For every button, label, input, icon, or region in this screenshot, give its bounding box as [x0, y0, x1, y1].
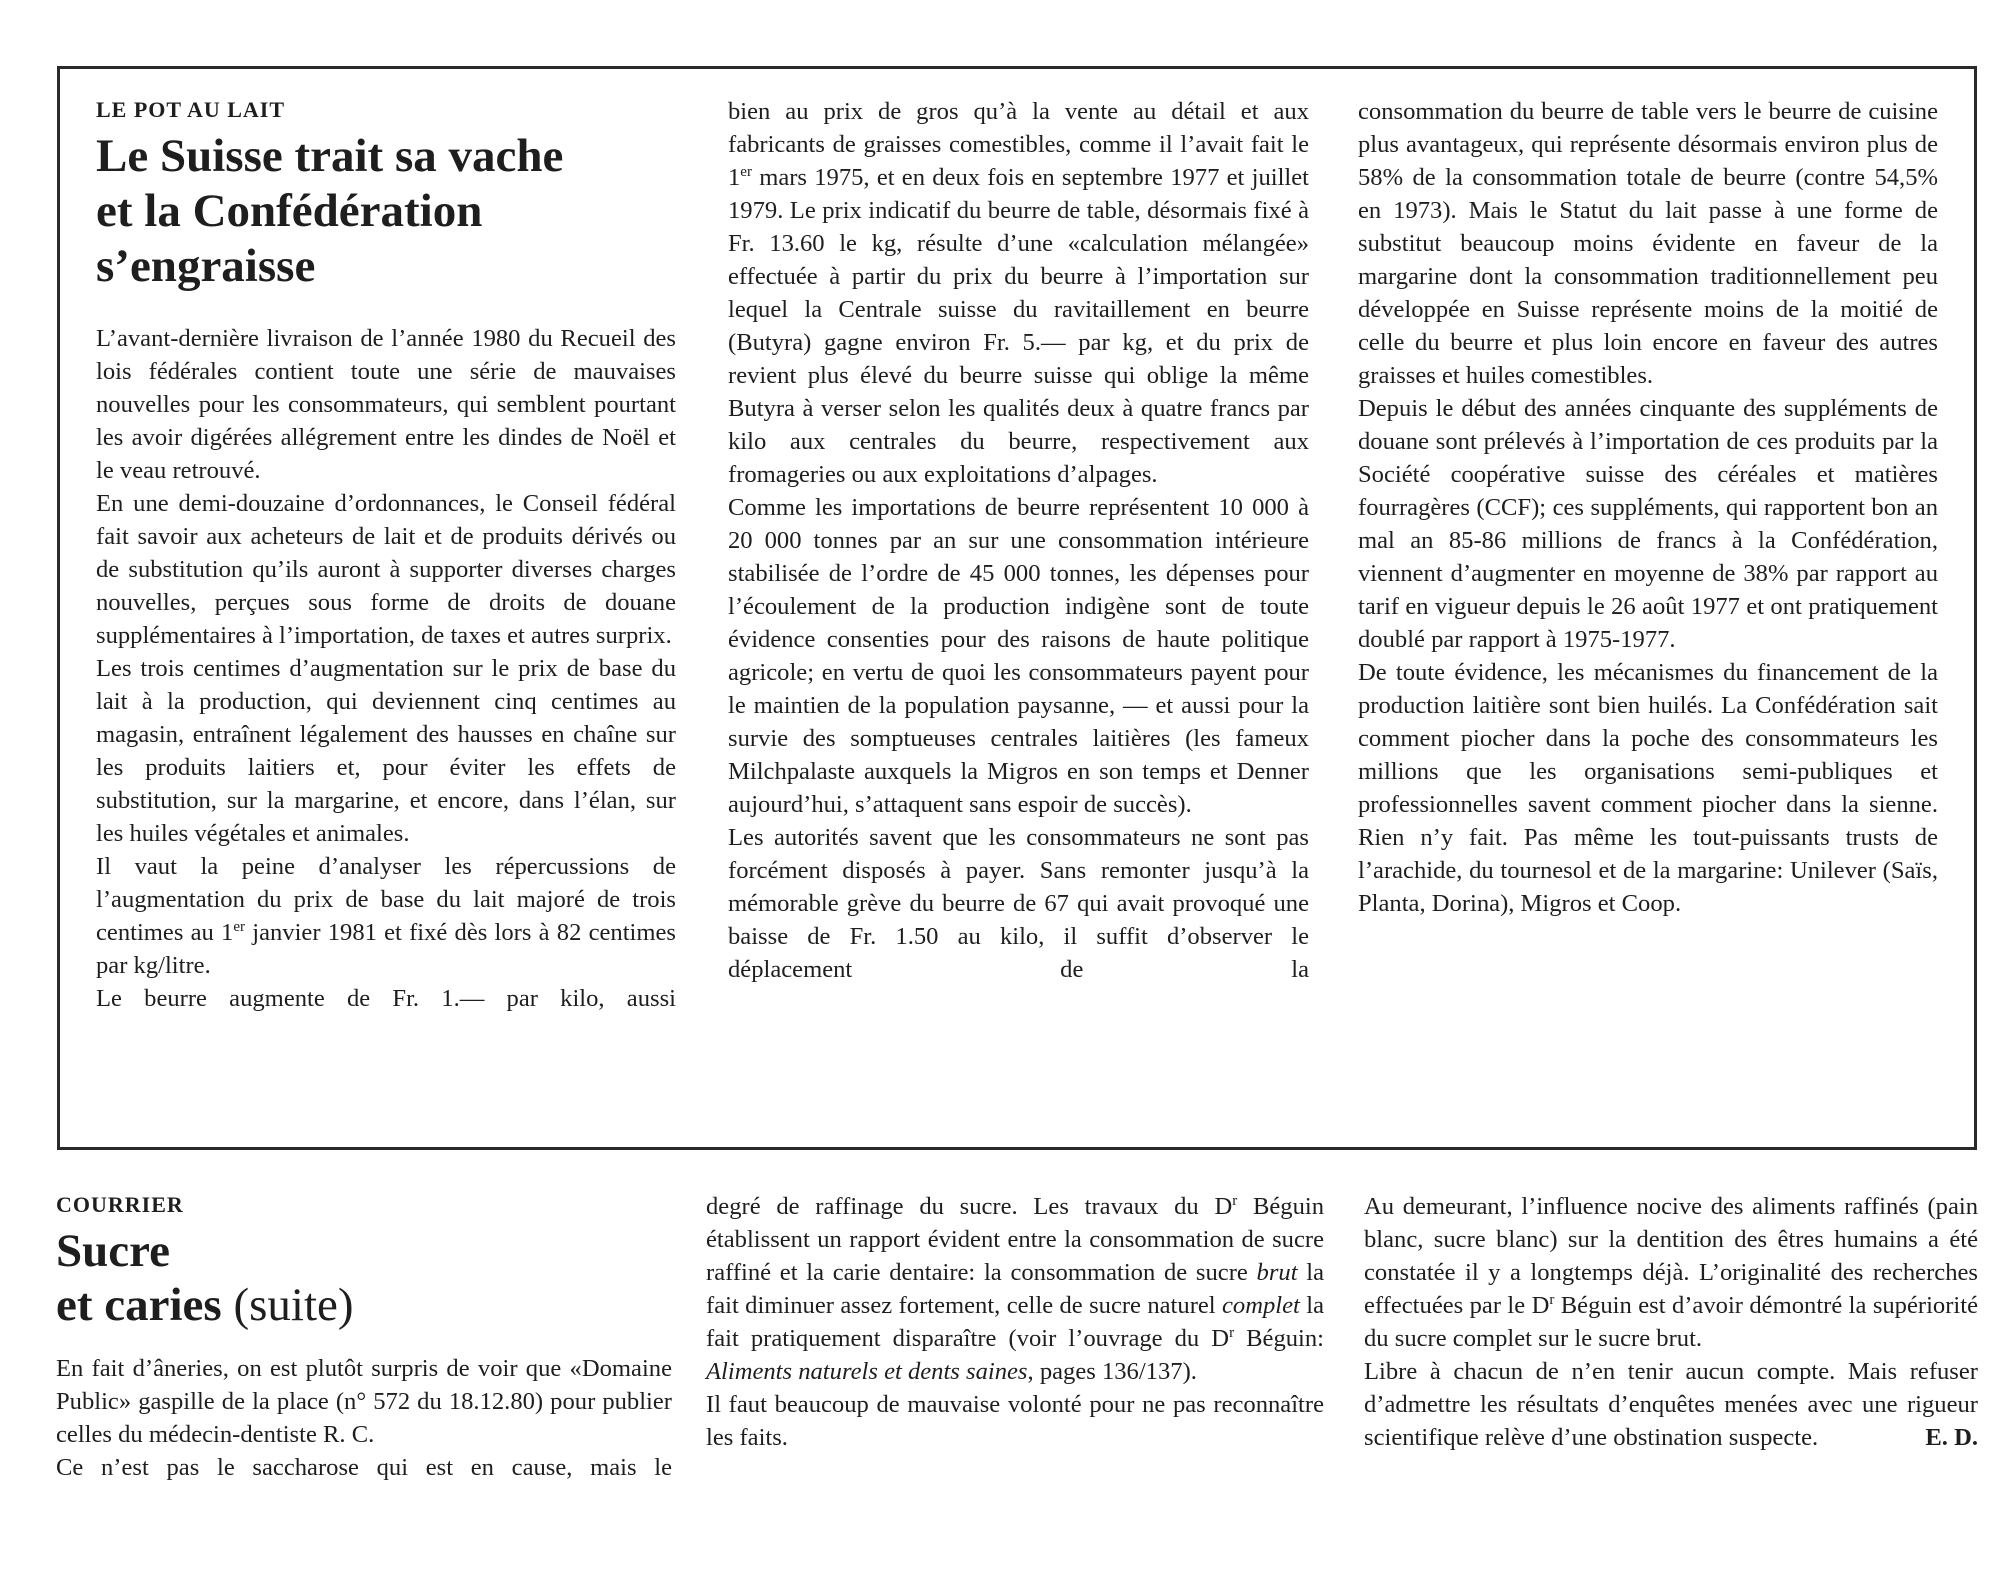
article1-kicker: LE POT AU LAIT	[96, 97, 286, 122]
paragraph: De toute évidence, les mécanismes du financement de la production laitière sont bien huilés. La Confédération sait comment piocher dans la poche des consommateurs les millions que les organisations semi-publiques et professionnelles savent comment piocher dans la sienne. Rien n’y fait. Pas même les tout-puissants trusts de l’arachide, du tournesol et de la margarine: Unilever (Saïs, Planta, Dorina), Migros et Coop.	[1358, 659, 1938, 917]
article2-column-2	[706, 1190, 1324, 1454]
text-run: Au demeurant, l’influence nocive des aliments raffinés (pain blanc, sucre blanc) sur la dentition des êtres humains a été constatée il y a longtemps déjà. L’originalité des recherches effectuées par le D	[1364, 1193, 1978, 1319]
paragraph: Le beurre augmente de Fr. 1.— par kilo, aussi	[96, 985, 676, 1012]
paragraph	[706, 1190, 1324, 1388]
paragraph: En fait d’âneries, on est plutôt surpris de voir que «Domaine Public» gaspille de la place (n° 572 du 18.12.80) pour publier celles du médecin-dentiste R. C.	[56, 1355, 672, 1448]
headline-line-1: Sucre	[56, 1225, 171, 1277]
superscript: er	[233, 919, 246, 935]
italic-run: complet	[1222, 1292, 1300, 1319]
headline-line-2: et la Confédération	[96, 185, 483, 237]
headline-line-2	[56, 1278, 672, 1332]
italic-run: brut	[1256, 1259, 1298, 1286]
text-run: bien au prix de gros qu’à la vente au détail et aux fabricants de graisses comestibles, comme il l’avait fait le 1	[728, 98, 1309, 191]
headline-suffix: (suite)	[221, 1279, 354, 1331]
superscript: r	[1232, 1193, 1238, 1209]
headline-line-1: Le Suisse trait sa vache	[96, 130, 564, 182]
article2-column-1	[56, 1190, 672, 1484]
paragraph: Depuis le début des années cinquante des suppléments de douane sont prélevés à l’importation de ces produits par la Société coopérative suisse des céréales et matières fourragères (CCF); ces suppléments, qui rapportent bon an mal an 85-86 millions de francs à la Confédération, viennent d’augmenter en moyenne de 38% par rapport au tarif en vigueur depuis le 26 août 1977 et ont pratiquement doublé par rapport à 1975-1977.	[1358, 395, 1938, 653]
text-run: mars 1975, et en deux fois en septembre 1977 et juillet 1979. Le prix indicatif du beurre de table, désormais fixé à Fr. 13.60 le kg, résulte d’une «calculation mélangée» effectuée à partir du prix du beurre à l’importation sur lequel la Centrale suisse du ravitaillement en beurre (Butyra) gagne environ Fr. 5.— par kg, et du prix de revient plus élevé du beurre suisse qui oblige la même Butyra à verser selon les qualités deux à quatre francs par kilo aux centrales du beurre, respectivement aux fromageries ou aux exploitations d’alpages.	[728, 164, 1309, 488]
superscript: er	[740, 164, 752, 180]
paragraph: Il faut beaucoup de mauvaise volonté pour ne pas reconnaître les faits.	[706, 1391, 1324, 1451]
text-run: Il vaut la peine d’analyser les répercussions de l’augmentation du prix de base du lait majoré de trois centimes au 1	[96, 853, 676, 946]
paragraph	[1364, 1190, 1978, 1355]
text-run: Béguin est d’avoir démontré la supériorité du sucre complet sur le sucre brut.	[1364, 1292, 1978, 1352]
paragraph: Ce n’est pas le saccharose qui est en cause, mais le	[56, 1454, 672, 1481]
paragraph: En une demi-douzaine d’ordonnances, le Conseil fédéral fait savoir aux acheteurs de lait et de produits dérivés ou de substitution qu’ils auront à supporter diverses charges nouvelles, perçues sous forme de droits de douane supplémentaires à l’importation, de taxes et autres surprix.	[96, 490, 676, 649]
article2-column-3	[1364, 1190, 1978, 1454]
superscript: r	[1229, 1325, 1235, 1341]
text-run: la fait pratiquement disparaître (voir l’ouvrage du D	[706, 1292, 1324, 1352]
italic-run: Aliments naturels et dents saines	[706, 1358, 1028, 1385]
paragraph: Les trois centimes d’augmentation sur le prix de base du lait à la production, qui deviennent cinq centimes au magasin, entraînent légalement des hausses en chaîne sur les produits laitiers et, pour éviter les effets de substitution, sur la margarine, et encore, dans l’élan, sur les huiles végétales et animales.	[96, 655, 676, 847]
text-run: degré de raffinage du sucre. Les travaux du D	[706, 1193, 1233, 1220]
article2-kicker: COURRIER	[56, 1192, 184, 1217]
paragraph	[728, 95, 1309, 491]
paragraph: L’avant-dernière livraison de l’année 1980 du Recueil des lois fédérales contient toute une série de mauvaises nouvelles pour les consommateurs, qui semblent pourtant les avoir digérées allégrement entre les dindes de Noël et le veau retrouvé.	[96, 325, 676, 484]
superscript: r	[1549, 1292, 1555, 1308]
article2-headline	[56, 1224, 672, 1332]
text-run: , pages 136/137).	[1027, 1358, 1197, 1385]
article1-headline	[96, 129, 676, 294]
article1-column-2	[728, 95, 1309, 986]
paragraph: consommation du beurre de table vers le beurre de cuisine plus avantageux, qui représente désormais environ plus de 58% de la consommation totale de beurre (contre 54,5% en 1973). Mais le Statut du lait passe à une forme de substitut beaucoup moins évidente en faveur de la margarine dont la consommation traditionnellement peu développée en Suisse représente moins de la moitié de celle du beurre et plus loin encore en faveur des autres graisses et huiles comestibles.	[1358, 98, 1938, 389]
paragraph: Les autorités savent que les consommateurs ne sont pas forcément disposés à payer. Sans remonter jusqu’à la mémorable grève du beurre de 67 qui avait provoqué une baisse de Fr. 1.50 au kilo, il suffit d’observer le déplacement de la	[728, 824, 1309, 983]
text-run: Béguin:	[1234, 1325, 1324, 1352]
article1-column-3	[1358, 95, 1938, 920]
text-run: Béguin établissent un rapport évident entre la consommation de sucre raffiné et la carie dentaire: la consommation de sucre	[706, 1193, 1324, 1286]
paragraph: Comme les importations de beurre représentent 10 000 à 20 000 tonnes par an sur une consommation intérieure stabilisée de l’ordre de 45 000 tonnes, les dépenses pour l’écoulement de la production indigène sont de toute évidence consenties pour des raisons de haute politique agricole; en vertu de quoi les consommateurs payent pour le maintien de la population paysanne, — et aussi pour la survie des somptueuses centrales laitières (les fameux Milchpalaste auxquels la Migros en son temps et Denner aujourd’hui, s’attaquent sans espoir de succès).	[728, 494, 1309, 818]
text-run: la fait diminuer assez fortement, celle de sucre naturel	[706, 1259, 1324, 1319]
headline-text: et caries	[56, 1279, 222, 1331]
paragraph	[96, 850, 676, 982]
headline-line-3: s’engraisse	[96, 240, 316, 292]
text-run: janvier 1981 et fixé dès lors à 82 centimes par kg/litre.	[96, 919, 677, 979]
paragraph: Libre à chacun de n’en tenir aucun compte. Mais refuser d’admettre les résultats d’enquêtes menées avec une rigueur scientifique relève d’une obstination suspecte.	[1364, 1358, 1978, 1451]
author-signature: E. D.	[1925, 1424, 1978, 1451]
article1-column-1	[96, 95, 676, 1015]
